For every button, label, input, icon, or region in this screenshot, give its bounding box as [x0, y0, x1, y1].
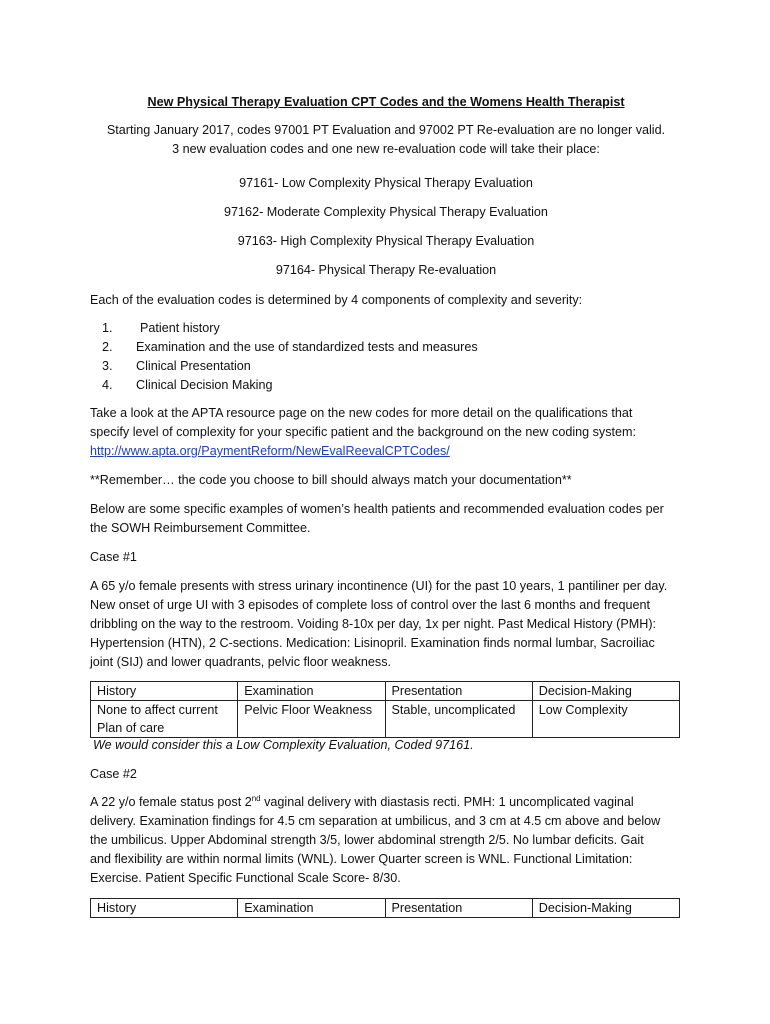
- apta-link[interactable]: http://www.apta.org/PaymentReform/NewEvalReevalCPTCodes/: [90, 444, 450, 458]
- text-line: Hypertension (HTN), 2 C-sections. Medication: Lisinopril. Examination finds normal lumbar, Sacroiliac: [90, 636, 655, 650]
- components-intro: Each of the evaluation codes is determined by 4 components of complexity and severity:: [90, 293, 583, 307]
- below-paragraph: [90, 500, 682, 538]
- case2-table: [90, 898, 680, 918]
- case1-table: [90, 681, 680, 738]
- text-line: joint (SIJ) and lower quadrants, pelvic floor weakness.: [90, 655, 391, 669]
- case1-description: [90, 577, 682, 672]
- text-line: A 65 y/o female presents with stress urinary incontinence (UI) for the past 10 years, 1 pantiliner per day.: [90, 579, 668, 593]
- list-item: 3. Clinical Presentation: [102, 359, 251, 373]
- code-97163: 97163- High Complexity Physical Therapy Evaluation: [237, 234, 535, 248]
- text-line: Exercise. Patient Specific Functional Scale Score- 8/30.: [90, 871, 401, 885]
- apta-paragraph: [90, 404, 682, 461]
- text-line: 3 new evaluation codes and one new re-evaluation code will take their place:: [172, 142, 600, 156]
- case1-conclusion: We would consider this a Low Complexity Evaluation, Coded 97161.: [93, 738, 474, 752]
- text-line: Starting January 2017, codes 97001 PT Evaluation and 97002 PT Re-evaluation are no longer valid.: [106, 123, 666, 137]
- text-line: dribbling on the way to the restroom. Voiding 8-10x per day, 1x per night. Past Medical History (PMH):: [90, 617, 657, 631]
- text-line: New onset of urge UI with 3 episodes of complete loss of control over the last 6 months and frequent: [90, 598, 651, 612]
- apta-text: [90, 404, 682, 442]
- text-line: Below are some specific examples of women’s health patients and recommended evaluation codes per: [90, 502, 664, 516]
- text-line: and flexibility are within normal limits (WNL). Lower Quarter screen is WNL. Functional Limitation:: [90, 852, 633, 866]
- text-line: the umbilicus. Upper Abdominal strength 3/5, lower abdominal strength 2/5. No lumbar deficits. Gait: [90, 833, 644, 847]
- table-header-row: History Examination Presentation Decision-Making: [91, 899, 680, 918]
- case2-description: A 22 y/o female status post 2nd vaginal delivery with diastasis recti. PMH: 1 uncomplicated vaginal delivery. Examination findings for 4.5 cm separation at umbilicus, and 3 cm at 4.5 cm above and below the umbilicus. Upper Abdominal strength 3/5, lower abdominal strength 2/5. No lumbar deficits. Gait and flexibility are within normal limits (WNL). Lower Quarter screen is WNL. Functional Limitation: Exercise. Patient Specific Functional Scale Score- 8/30.: [90, 793, 682, 888]
- components-list: [90, 319, 682, 395]
- text-line: Take a look at the APTA resource page on the new codes for more detail on the qualifications that: [90, 406, 633, 420]
- remember-note: **Remember… the code you choose to bill should always match your documentation**: [90, 473, 572, 487]
- list-item: 4. Clinical Decision Making: [102, 378, 273, 392]
- case2-heading: Case #2: [90, 767, 137, 781]
- code-97162: 97162- Moderate Complexity Physical Therapy Evaluation: [224, 205, 548, 219]
- intro-paragraph: [90, 121, 682, 159]
- code-97164: 97164- Physical Therapy Re-evaluation: [275, 263, 497, 277]
- code-97161: 97161- Low Complexity Physical Therapy Evaluation: [239, 176, 533, 190]
- table-row: None to affect current Plan of care Pelvic Floor Weakness Stable, uncomplicated Low Complexity: [91, 701, 680, 738]
- page-title: New Physical Therapy Evaluation CPT Codes and the Womens Health Therapist: [147, 95, 625, 109]
- list-item: 1. Patient history: [102, 321, 220, 335]
- text-line: the SOWH Reimbursement Committee.: [90, 521, 311, 535]
- list-item: 2. Examination and the use of standardized tests and measures: [102, 340, 478, 354]
- table-header-row: History Examination Presentation Decision-Making: [91, 682, 680, 701]
- text-line: delivery. Examination findings for 4.5 cm separation at umbilicus, and 3 cm at 4.5 cm above and below: [90, 814, 661, 828]
- text-line: specify level of complexity for your specific patient and the background on the new coding system:: [90, 425, 637, 439]
- case1-heading: Case #1: [90, 550, 137, 564]
